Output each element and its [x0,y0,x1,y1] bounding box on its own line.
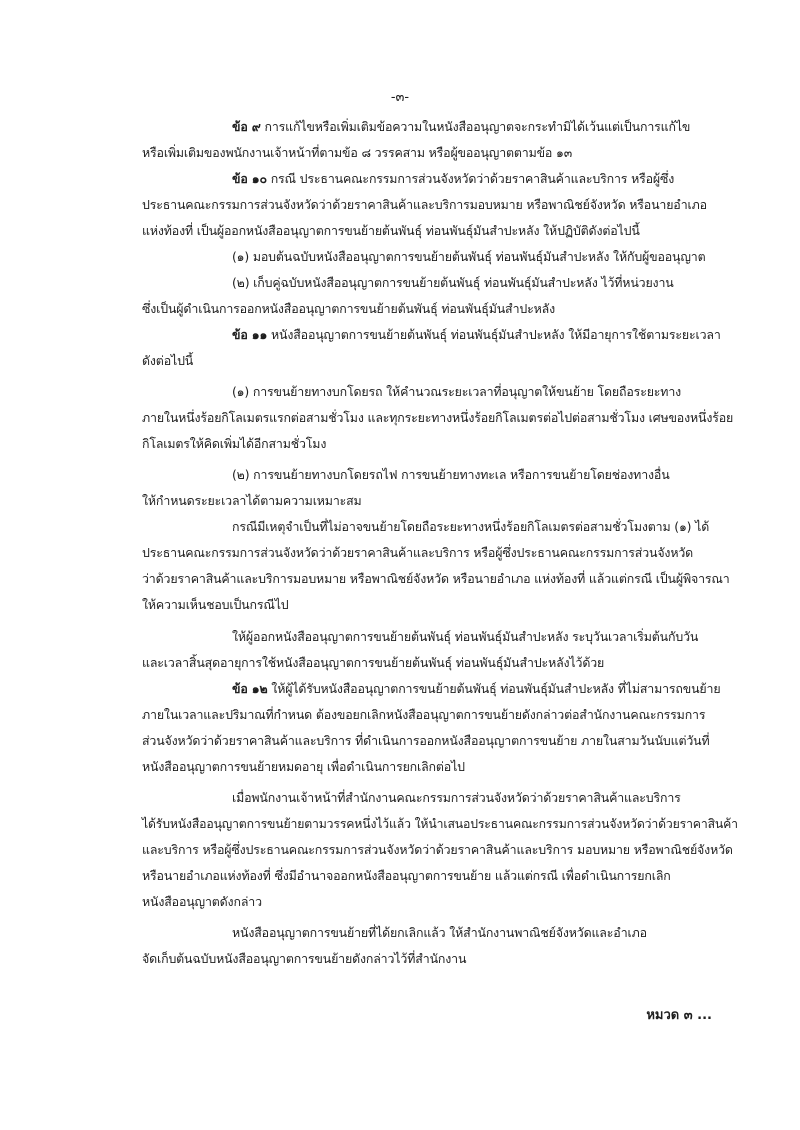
clause-11-line-2: ดังต่อไปนี้ [142,353,194,368]
clause-11-item-1-line-2: ภายในหนึ่งร้อยกิโลเมตรแรกต่อสามชั่วโมง และทุกระยะทางหนึ่งร้อยกิโลเมตรต่อไปต่อสามชั่วโมง เศษของหนึ่งร้อย [142,410,734,425]
clause-12-para-3-line-1: หนังสืออนุญาตการขนย้ายที่ได้ยกเลิกแล้ว ให้สำนักงานพาณิชย์จังหวัดและอำเภอ [232,925,647,940]
clause-11-line-1: ข้อ ๑๑ หนังสืออนุญาตการขนย้ายต้นพันธุ์ ท่อนพันธุ์มันสำปะหลัง ให้มีอายุการใช้ตามระยะเวลา [232,327,721,342]
clause-12-line-3: ส่วนจังหวัดว่าด้วยราคาสินค้าและบริการ ที่ดำเนินการออกหนังสืออนุญาตการขนย้าย ภายในสามวันนับแต่วันที่ [142,733,710,748]
clause-12-line-4: หนังสืออนุญาตการขนย้ายหมดอายุ เพื่อดำเนินการยกเลิกต่อไป [142,759,465,774]
clause-10-line-2: ประธานคณะกรรมการส่วนจังหวัดว่าด้วยราคาสินค้าและบริการมอบหมาย หรือพาณิชย์จังหวัด หรือนายอำเภอ [142,197,707,212]
clause-10-item-2-line-2: ซึ่งเป็นผู้ดำเนินการออกหนังสืออนุญาตการขนย้ายต้นพันธุ์ ท่อนพันธุ์มันสำปะหลัง [142,301,555,316]
clause-11-para-1-line-4: ให้ความเห็นชอบเป็นกรณีไป [142,597,289,612]
clause-9-line-2: หรือเพิ่มเติมของพนักงานเจ้าหน้าที่ตามข้อ ๘ วรรคสาม หรือผู้ขออนุญาตตามข้อ ๑๓ [142,145,573,160]
clause-9-line-1: ข้อ ๙ การแก้ไขหรือเพิ่มเติมข้อความในหนังสืออนุญาตจะกระทำมิได้เว้นแต่เป็นการแก้ไข [232,119,691,134]
clause-11-item-2-line-2: ให้กำหนดระยะเวลาได้ตามความเหมาะสม [142,493,362,508]
clause-10-item-2-line-1: (๒) เก็บคู่ฉบับหนังสืออนุญาตการขนย้ายต้นพันธุ์ ท่อนพันธุ์มันสำปะหลัง ไว้ที่หน่วยงาน [232,275,674,290]
clause-10-line-1: ข้อ ๑๐ กรณี ประธานคณะกรรมการส่วนจังหวัดว่าด้วยราคาสินค้าและบริการ หรือผู้ซึ่ง [232,171,675,186]
clause-11-para-1-line-1: กรณีมีเหตุจำเป็นที่ไม่อาจขนย้ายโดยถือระยะทางหนึ่งร้อยกิโลเมตรต่อสามชั่วโมงตาม (๑) ได้ [232,519,710,534]
clause-11-para-2-line-1: ให้ผู้ออกหนังสืออนุญาตการขนย้ายต้นพันธุ์ ท่อนพันธุ์มันสำปะหลัง ระบุวันเวลาเริ่มต้นกับวัน [232,629,699,644]
page-number: -๓- [390,90,410,105]
clause-10-label: ข้อ ๑๐ [232,171,267,186]
clause-11-item-2-line-1: (๒) การขนย้ายทางบกโดยรถไฟ การขนย้ายทางทะเล หรือการขนย้ายโดยช่องทางอื่น [232,467,670,482]
clause-11-para-1-line-2: ประธานคณะกรรมการส่วนจังหวัดว่าด้วยราคาสินค้าและบริการ หรือผู้ซึ่งประธานคณะกรรมการส่วนจังหวัด [142,545,694,560]
clause-12-para-2-line-3: และบริการ หรือผู้ซึ่งประธานคณะกรรมการส่วนจังหวัดว่าด้วยราคาสินค้าและบริการ มอบหมาย หรือพาณิชย์จังหวัด [142,842,733,857]
clause-12-para-2-line-2: ได้รับหนังสืออนุญาตการขนย้ายตามวรรคหนึ่งไว้แล้ว ให้นำเสนอประธานคณะกรรมการส่วนจังหวัดว่าด้วยราคาสินค้า [142,816,738,831]
clause-10-line-3: แห่งท้องที่ เป็นผู้ออกหนังสืออนุญาตการขนย้ายต้นพันธุ์ ท่อนพันธุ์มันสำปะหลัง ให้ปฏิบัติดังต่อไปนี้ [142,223,640,238]
clause-12-line-1: ข้อ ๑๒ ให้ผู้ได้รับหนังสืออนุญาตการขนย้ายต้นพันธุ์ ท่อนพันธุ์มันสำปะหลัง ที่ไม่สามารถขนย้าย [232,681,721,696]
clause-12-para-2-line-4: หรือนายอำเภอแห่งท้องที่ ซึ่งมีอำนาจออกหนังสืออนุญาตการขนย้าย แล้วแต่กรณี เพื่อดำเนินการยกเลิก [142,868,671,883]
clause-12-line-2: ภายในเวลาและปริมาณที่กำหนด ต้องขอยกเลิกหนังสืออนุญาตการขนย้ายดังกล่าวต่อสำนักงานคณะกรรมการ [142,707,706,722]
clause-11-item-1-line-3: กิโลเมตรให้คิดเพิ่มได้อีกสามชั่วโมง [142,436,327,451]
clause-12-label: ข้อ ๑๒ [232,681,268,696]
next-page-footer: หมวด ๓ ... [646,1008,712,1023]
clause-9-label: ข้อ ๙ [232,119,261,134]
clause-12-para-2-line-5: หนังสืออนุญาตดังกล่าว [142,894,262,909]
clause-12-para-3-line-2: จัดเก็บต้นฉบับหนังสืออนุญาตการขนย้ายดังกล่าวไว้ที่สำนักงาน [142,951,467,966]
clause-11-item-1-line-1: (๑) การขนย้ายทางบกโดยรถ ให้คำนวณระยะเวลาที่อนุญาตให้ขนย้าย โดยถือระยะทาง [232,384,682,399]
clause-11-para-1-line-3: ว่าด้วยราคาสินค้าและบริการมอบหมาย หรือพาณิชย์จังหวัด หรือนายอำเภอ แห่งท้องที่ แล้วแต่กรณี เป็นผู้พิจารณา [142,571,730,586]
clause-11-label: ข้อ ๑๑ [232,327,268,342]
clause-12-para-2-line-1: เมื่อพนักงานเจ้าหน้าที่สำนักงานคณะกรรมการส่วนจังหวัดว่าด้วยราคาสินค้าและบริการ [232,790,681,805]
clause-11-para-2-line-2: และเวลาสิ้นสุดอายุการใช้หนังสืออนุญาตการขนย้ายต้นพันธุ์ ท่อนพันธุ์มันสำปะหลังไว้ด้วย [142,655,605,670]
clause-10-item-1: (๑) มอบต้นฉบับหนังสืออนุญาตการขนย้ายต้นพันธุ์ ท่อนพันธุ์มันสำปะหลัง ให้กับผู้ขออนุญาต [232,249,706,264]
